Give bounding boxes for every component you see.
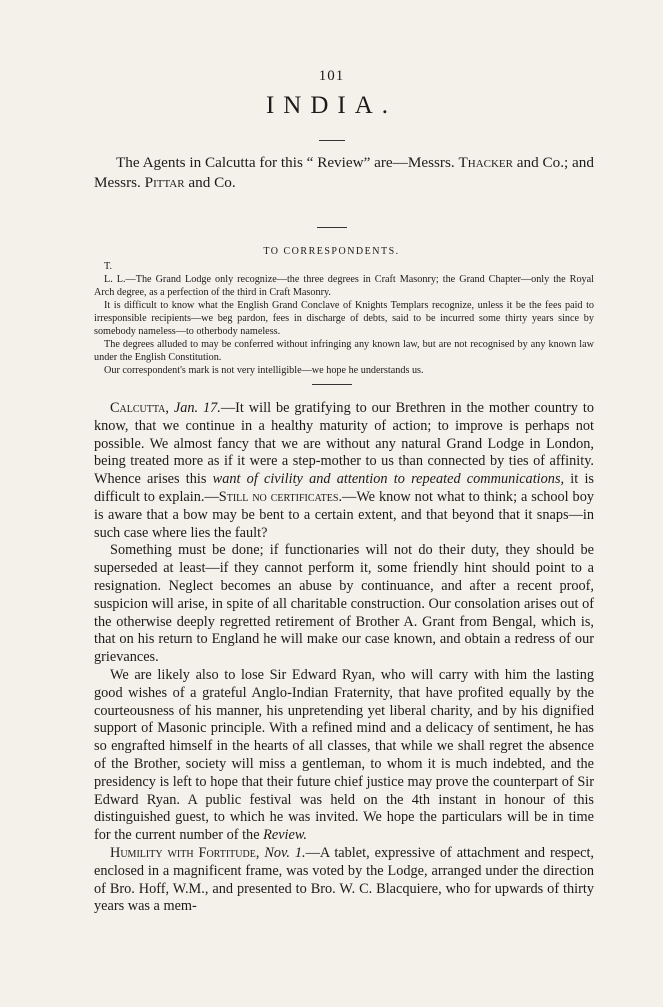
agents-text-3: and Co. — [184, 174, 236, 191]
paragraph-text: —A tablet, expressive of attachment and respect, enclosed in a magnificent frame, was voted by the Lodge, arranged under the direction of Bro. Hoff, W.M., and presented to Bro. W. C. Blacquiere, who for upwards of thirty years was a mem- — [94, 844, 594, 915]
divider — [319, 140, 345, 141]
agent-name-pittar: Pittar — [144, 174, 185, 191]
divider — [317, 227, 347, 228]
agents-notice — [94, 153, 594, 193]
paragraph-something: Something must be done; if functionaries will not do their duty, they should be superseded at least—if they cannot perform it, some friendly hint should point to a resignation. Neglect becomes an abuse by continuance, and after a recent proof, suspicion will arise, in spite of all charitable construction. Our consolation arises out of the otherwise deeply regretted retirement of Brother A. Grant from Bengal, which is, that on his return to England he will make our case known, and obtain a redress of our grievances. — [94, 542, 594, 666]
divider — [312, 384, 352, 385]
correspondent-note: T. — [104, 261, 113, 272]
correspondents-notes — [94, 260, 594, 377]
paragraph-humility — [94, 845, 594, 916]
article-body — [94, 400, 594, 916]
agents-text-2: and Co.; and Messrs. — [94, 154, 594, 191]
correspondent-note: It is difficult to know what the English Grand Conclave of Knights Templars recognize, unless it be the fees paid to irresponsible recipients—we beg pardon, fees in discharge of debts, said to be incurred some thirty years since by somebody nameless—to otherbody nameless. — [94, 300, 594, 337]
page-title: INDIA. — [265, 92, 398, 119]
paragraph-text: —It will be gratifying to our Brethren in the mother country to know, that we continue in a healthy maturity of action; to improve is perhaps not possible. We almost fancy that we are without any natural Grand Lodge in London, being treated more as if it were a step-mother to us than connected by ties of affinity. Whence arises this — [94, 400, 594, 488]
small-caps-phrase: Still no certificates. — [218, 488, 343, 505]
correspondent-note: The degrees alluded to may be conferred without infringing any known law, but are not recognised by any known law under the English Constitution. — [94, 339, 594, 363]
paragraph-text: it is difficult to explain.— — [94, 471, 594, 505]
italic-review: Review. — [263, 827, 307, 844]
agents-text-1: The Agents in Calcutta for this “ Review” are—Messrs. — [116, 154, 459, 171]
place-lead: Calcutta, — [110, 400, 169, 416]
correspondents-heading: TO CORRESPONDENTS. — [263, 246, 400, 257]
lodge-lead: Humility with Fortitude, — [110, 844, 260, 861]
date-lead: Nov. 1. — [259, 844, 306, 861]
italic-phrase: want of civility and attention to repeated communications, — [212, 471, 565, 488]
correspondent-note: Our correspondent's mark is not very intelligible—we hope he understands us. — [104, 365, 424, 376]
paragraph-calcutta — [94, 400, 594, 542]
correspondent-note: L. L.—The Grand Lodge only recognize—the three degrees in Craft Masonry; the Grand Chapter—only the Royal Arch degree, as a perfection of the third in Craft Masonry. — [94, 274, 594, 298]
page-number: 101 — [318, 68, 345, 84]
paragraph-text: We are likely also to lose Sir Edward Ryan, who will carry with him the lasting good wishes of a grateful Anglo-Indian Fraternity, that have profited equally by the courteousness of his manner, his unpretending yet liberal charity, and by his dignified support of Masonic principle. With a refined mind and a delicacy of sentiment, he has so engrafted himself in the hearts of all classes, that while we shall regret the absence of the Brother, society will miss a gentleman, to whom it is much indebted, and the presidency is left to hope that their future chief justice may prove the counterpart of Sir Edward Ryan. A public festival was held on the 4th instant in honour of this distinguished guest, to which he was invited. We hope the particulars will be in time for the current number of the — [94, 666, 594, 844]
paragraph-ryan — [94, 667, 594, 845]
agent-name-thacker: Thacker — [458, 154, 513, 171]
paragraph-text: —We know not what to think; a school boy is aware that a bow may be bent to a certain extent, and that beyond that it snaps—in such case where lies the fault? — [94, 488, 595, 541]
date-lead: Jan. 17. — [168, 400, 221, 416]
